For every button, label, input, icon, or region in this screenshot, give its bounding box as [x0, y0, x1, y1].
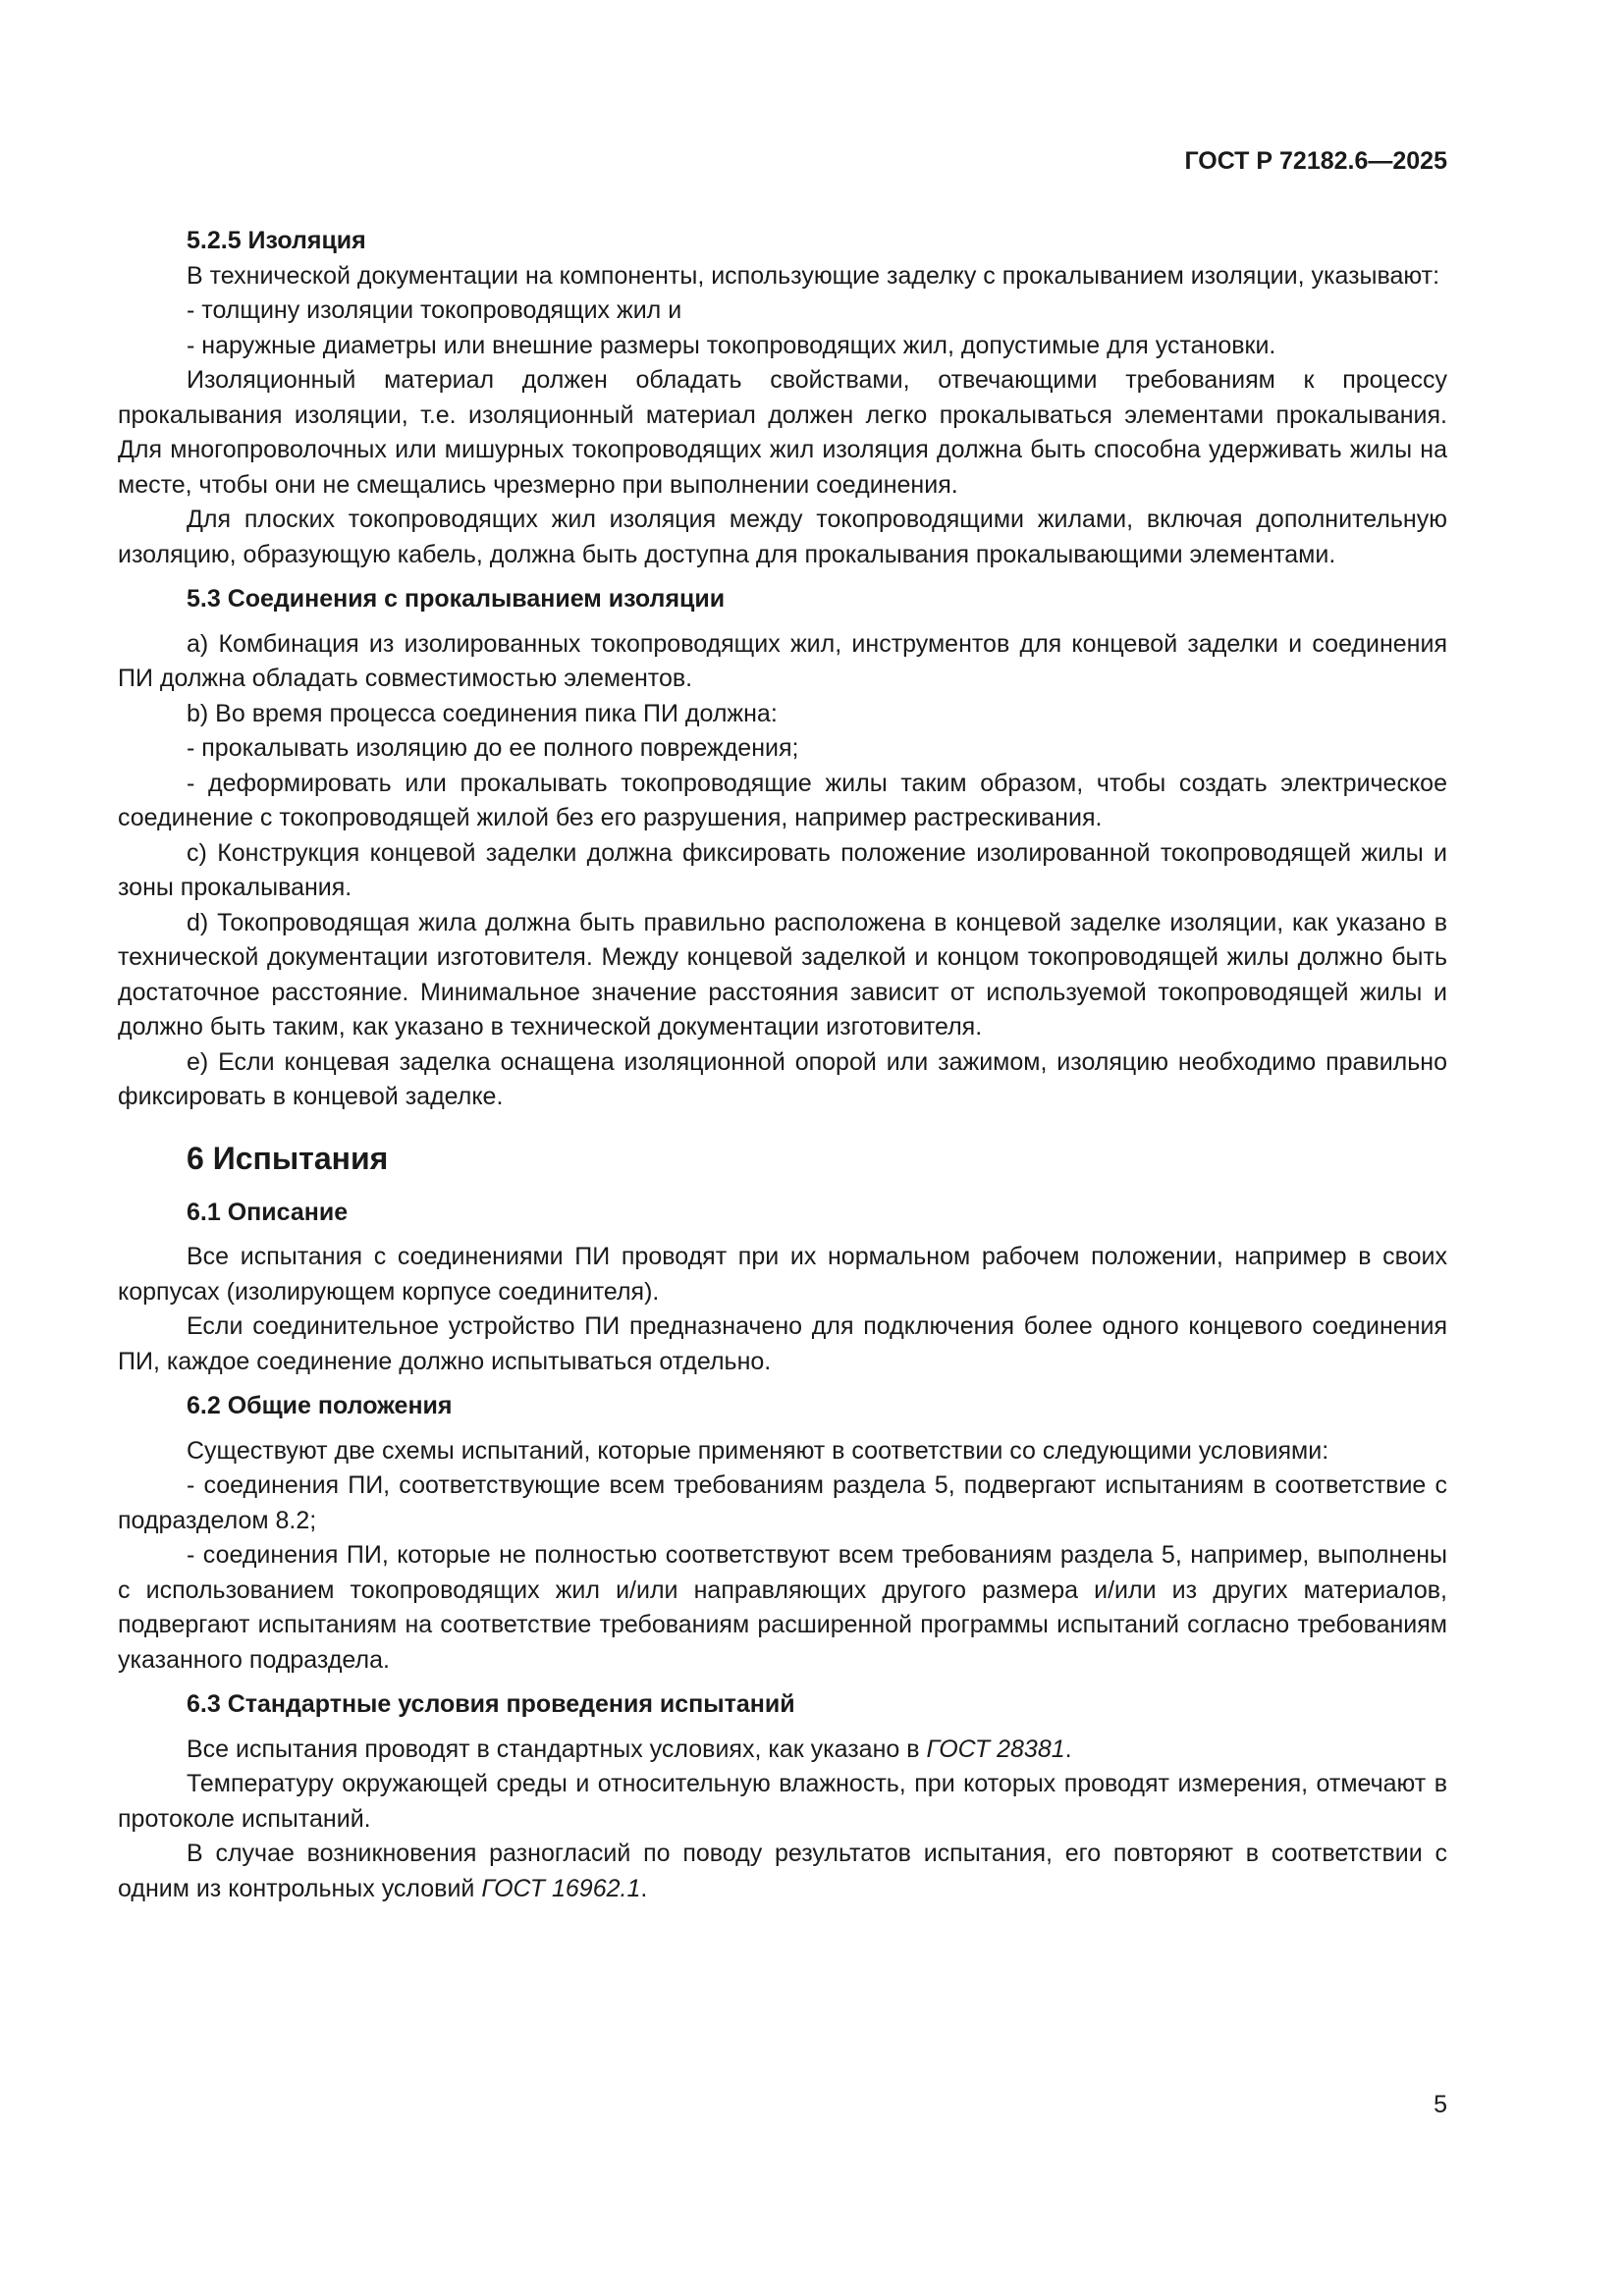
- list-item: c) Конструкция концевой заделки должна фиксировать положение изолированной токопроводящей жилы и зоны прокалывания.: [118, 838, 1447, 901]
- section-6-2-title: 6.2 Общие положения: [187, 1392, 453, 1419]
- paragraph: [118, 1837, 1447, 1906]
- paragraph-text: В случае возникновения разногласий по поводу результатов испытания, его повторяют в соответствии с одним из контрольных условий: [118, 1840, 1447, 1902]
- section-5-2-5-title: 5.2.5 Изоляция: [187, 227, 366, 254]
- document-id-header: ГОСТ Р 72182.6—2025: [1184, 147, 1447, 175]
- paragraph-text: Все испытания проводят в стандартных условиях, как указано в: [187, 1735, 927, 1763]
- paragraph-text: .: [1064, 1735, 1072, 1763]
- section-6-3-title: 6.3 Стандартные условия проведения испытаний: [187, 1690, 795, 1718]
- paragraph: Изоляционный материал должен обладать свойствами, отвечающими требованиям к процессу прокалывания изоляции, т.е. изоляционный материал должен легко прокалываться элементами прокалывания. Для многопроволочных или мишурных токопроводящих жил изоляция должна быть способна удерживать жилы на месте, чтобы они не смещались чрезмерно при выполнении соединения.: [118, 366, 1447, 499]
- list-item: - наружные диаметры или внешние размеры токопроводящих жил, допустимые для установки.: [187, 331, 1276, 359]
- list-item: - прокалывать изоляцию до ее полного повреждения;: [187, 734, 799, 762]
- paragraph: Если соединительное устройство ПИ предназначено для подключения более одного концевого соединения ПИ, каждое соединение должно испытываться отдельно.: [118, 1312, 1447, 1375]
- list-item: - соединения ПИ, которые не полностью соответствуют всем требованиям раздела 5, например, выполнены с использованием токопроводящих жил и/или направляющих другого размера и/или из других материалов, подвергают испытаниям на соответствие требованиям расширенной программы испытаний согласно требованиям указанного подраздела.: [118, 1541, 1447, 1674]
- list-item: - соединения ПИ, соответствующие всем требованиям раздела 5, подвергают испытаниям в соответствие с подразделом 8.2;: [118, 1471, 1447, 1534]
- list-item: a) Комбинация из изолированных токопроводящих жил, инструментов для концевой заделки и соединения ПИ должна обладать совместимостью элементов.: [118, 629, 1447, 692]
- list-item: b) Во время процесса соединения пика ПИ должна:: [187, 699, 778, 727]
- standard-reference-link[interactable]: ГОСТ 16962.1: [481, 1874, 641, 1902]
- section-6-1-title: 6.1 Описание: [187, 1198, 349, 1226]
- paragraph-text: .: [640, 1874, 648, 1902]
- list-item: e) Если концевая заделка оснащена изоляционной опорой или зажимом, изоляцию необходимо правильно фиксировать в концевой заделке.: [118, 1047, 1447, 1110]
- paragraph: [118, 1733, 1447, 1768]
- section-5-3-title: 5.3 Соединения с прокалыванием изоляции: [187, 585, 726, 613]
- list-item: - деформировать или прокалывать токопроводящие жилы таким образом, чтобы создать электрическое соединение с токопроводящей жилой без его разрушения, например растрескивания.: [118, 769, 1447, 831]
- list-item: d) Токопроводящая жила должна быть правильно расположена в концевой заделке изоляции, как указано в технической документации изготовителя. Между концевой заделкой и концом токопроводящей жилы должно быть достаточное расстояние. Минимальное значение расстояния зависит от используемой токопроводящей жилы и должно быть таким, как указано в технической документации изготовителя.: [118, 908, 1447, 1041]
- paragraph: Температуру окружающей среды и относительную влажность, при которых проводят измерения, отмечают в протоколе испытаний.: [118, 1770, 1447, 1833]
- paragraph: Все испытания с соединениями ПИ проводят при их нормальном рабочем положении, например в своих корпусах (изолирующем корпусе соединителя).: [118, 1243, 1447, 1306]
- document-body: [118, 224, 1447, 1906]
- list-item: - толщину изоляции токопроводящих жил и: [187, 296, 682, 324]
- section-6-title: 6 Испытания: [187, 1140, 389, 1176]
- paragraph: В технической документации на компоненты, использующие заделку с прокалыванием изоляции, указывают:: [187, 261, 1440, 290]
- paragraph: Существуют две схемы испытаний, которые применяют в соответствии со следующими условиями:: [187, 1436, 1329, 1465]
- page-number: 5: [1434, 2091, 1447, 2118]
- standard-reference-link[interactable]: ГОСТ 28381: [926, 1735, 1065, 1763]
- paragraph: Для плоских токопроводящих жил изоляция между токопроводящими жилами, включая дополнительную изоляцию, образующую кабель, должна быть доступна для прокалывания прокалывающими элементами.: [118, 506, 1447, 568]
